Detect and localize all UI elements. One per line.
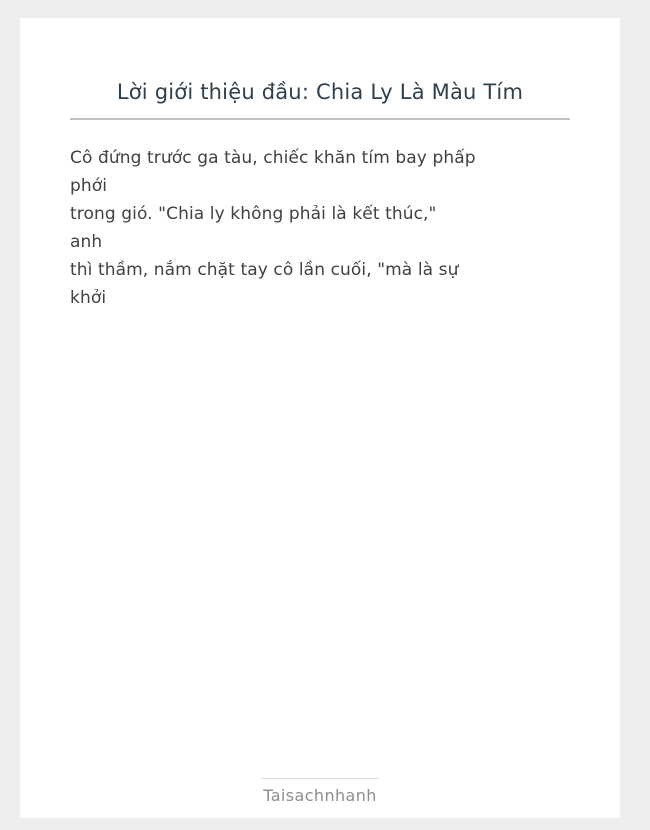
body-line: phới [70, 176, 108, 196]
body-line: Cô đứng trước ga tàu, chiếc khăn tím bay phấp [70, 148, 476, 168]
chapter-body [70, 144, 570, 312]
footer-brand-link[interactable]: Taisachnhanh [263, 786, 377, 805]
body-line: anh [70, 232, 103, 252]
body-line: trong gió. "Chia ly không phải là kết thúc," [70, 204, 437, 224]
chapter-title: Lời giới thiệu đầu: Chia Ly Là Màu Tím [116, 80, 524, 104]
title-divider [70, 118, 570, 120]
page-footer [20, 778, 620, 806]
reader-page-card [20, 18, 620, 818]
body-line: thì thầm, nắm chặt tay cô lần cuối, "mà là sự [70, 260, 459, 280]
body-line: khởi [70, 288, 107, 308]
footer-divider [261, 778, 379, 779]
